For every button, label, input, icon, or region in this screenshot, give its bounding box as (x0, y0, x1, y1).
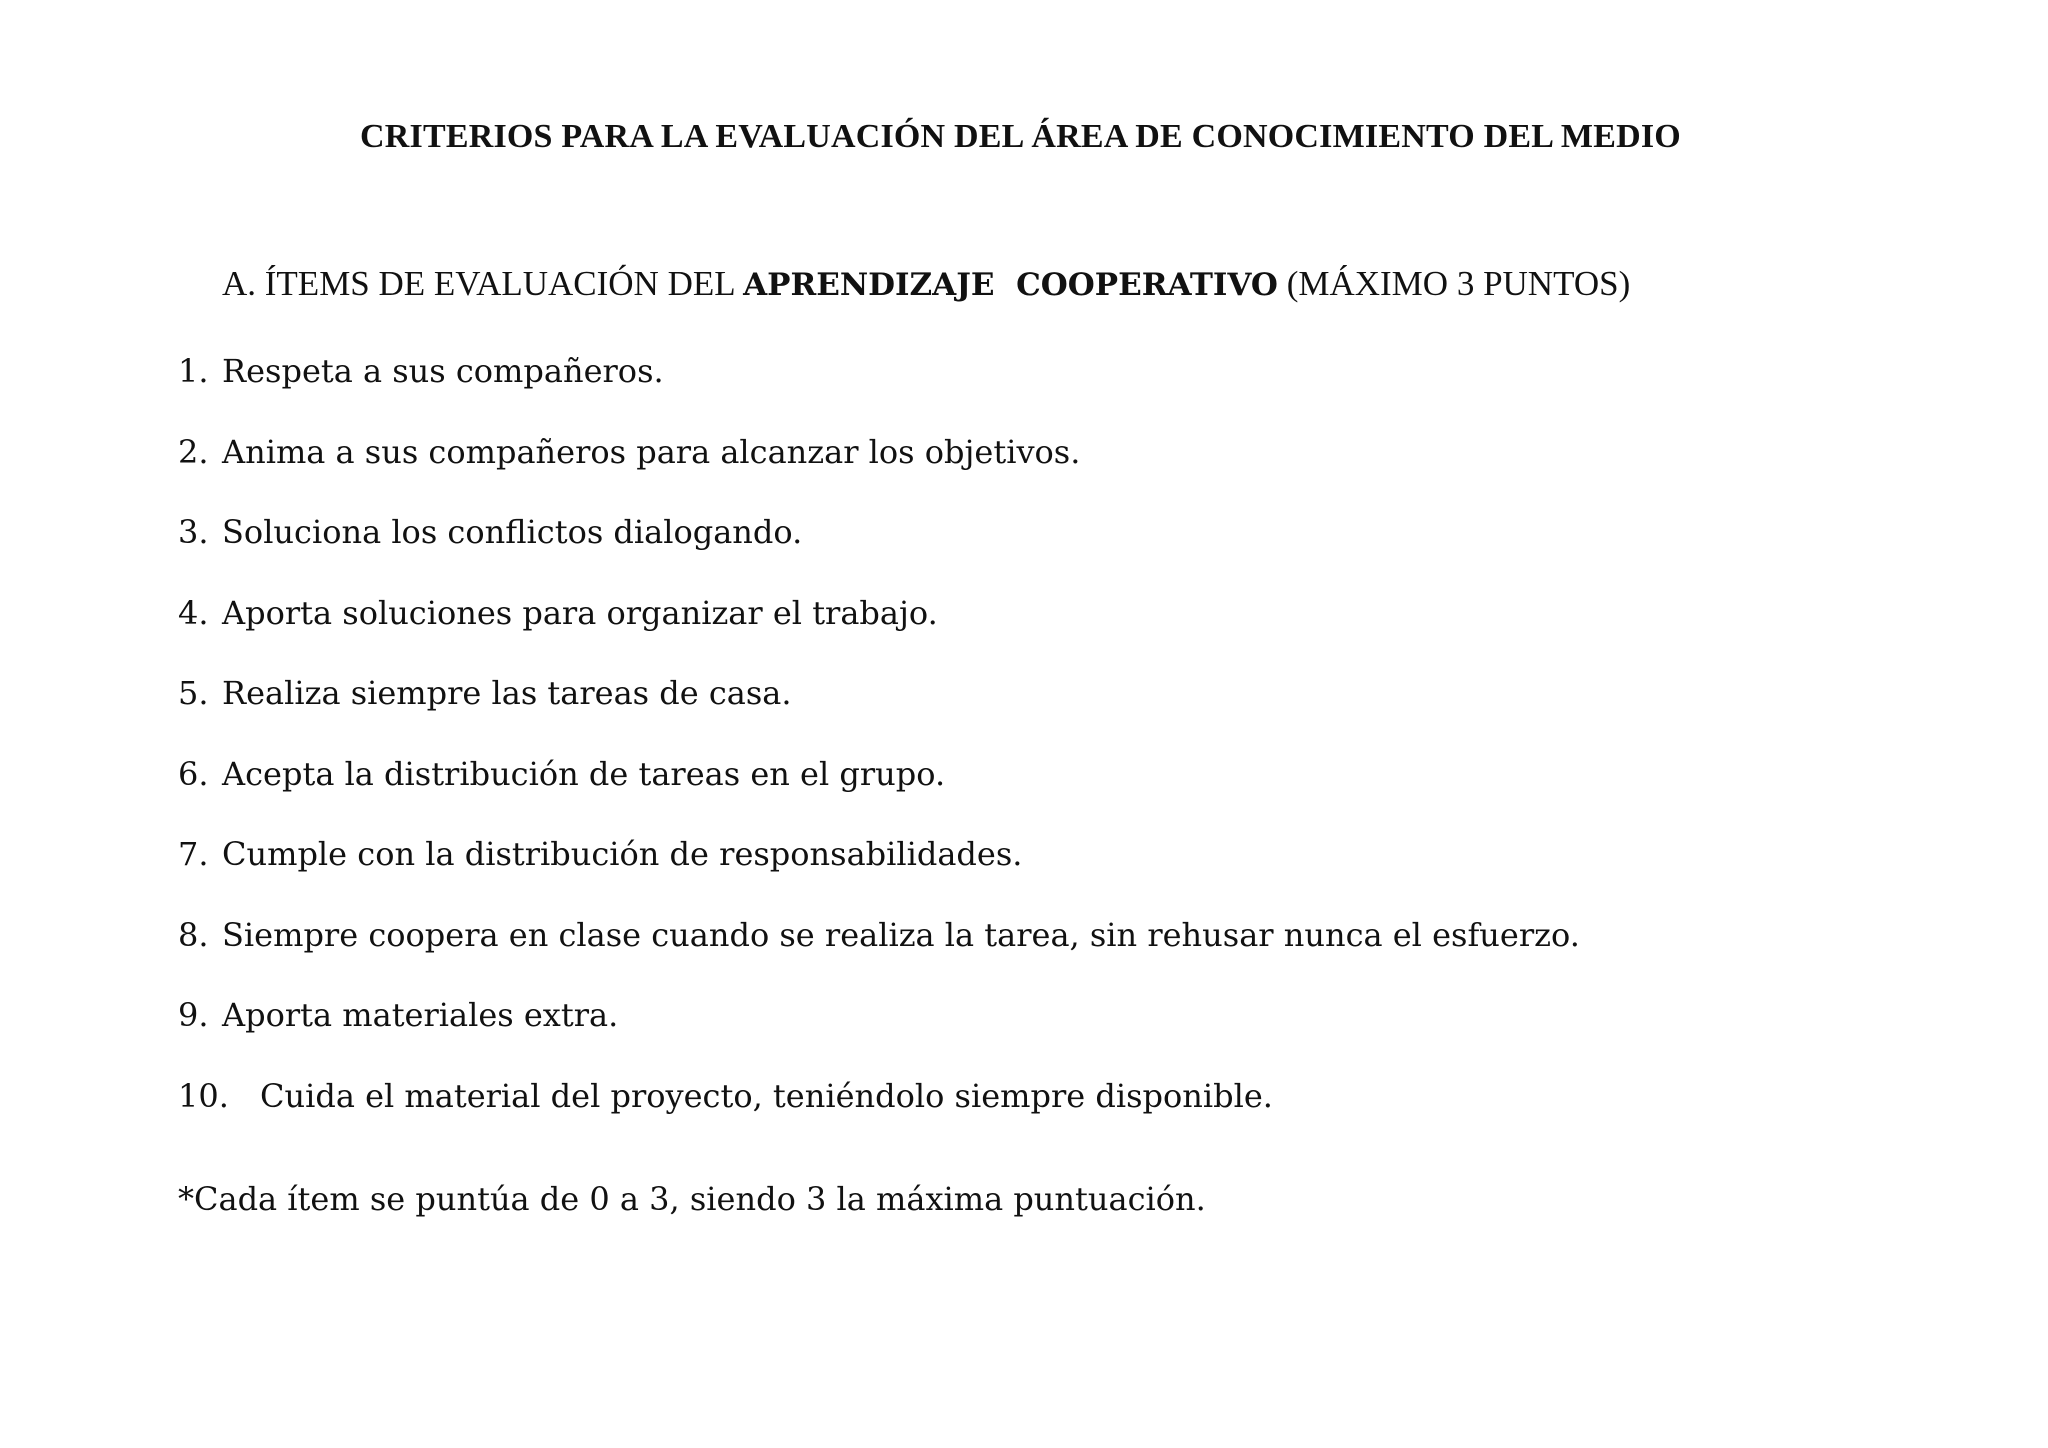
item-number: 7. (178, 835, 209, 873)
item-text: Acepta la distribución de tareas en el grupo. (222, 754, 946, 793)
list-item (178, 835, 1580, 916)
item-text: Respeta a sus compañeros. (222, 352, 664, 390)
item-number: 5. (178, 674, 209, 712)
section-heading-suffix: (MÁXIMO 3 PUNTOS) (1277, 264, 1631, 303)
item-text: Anima a sus compañeros para alcanzar los objetivos. (222, 432, 1081, 471)
item-number: 2. (178, 432, 209, 471)
list-item (178, 352, 1580, 433)
list-item (178, 996, 1580, 1077)
item-number: 6. (178, 754, 209, 793)
item-text: Aporta soluciones para organizar el trabajo. (222, 593, 938, 632)
item-number: 9. (178, 996, 209, 1034)
item-number: 3. (178, 513, 209, 551)
item-number: 8. (178, 915, 209, 954)
item-text: Soluciona los conflictos dialogando. (222, 513, 803, 551)
section-heading-emphasis: APRENDIZAJE COOPERATIVO (743, 267, 1278, 303)
item-text: Realiza siempre las tareas de casa. (222, 674, 792, 712)
item-text: Aporta materiales extra. (222, 996, 619, 1034)
list-item (178, 755, 1580, 836)
list-item (178, 916, 1580, 997)
criteria-list (178, 352, 1580, 1157)
section-heading-prefix: A. ÍTEMS DE EVALUACIÓN DEL (222, 264, 744, 303)
item-number: 10. (178, 1076, 229, 1115)
item-text: Cumple con la distribución de responsabilidades. (222, 835, 1023, 873)
section-heading (222, 264, 1630, 304)
list-item (178, 1077, 1580, 1158)
item-text: Cuida el material del proyecto, teniéndolo siempre disponible. (260, 1076, 1273, 1115)
list-item (178, 513, 1580, 594)
item-number: 4. (178, 593, 209, 632)
list-item (178, 594, 1580, 675)
list-item (178, 433, 1580, 514)
scoring-note: *Cada ítem se puntúa de 0 a 3, siendo 3 la máxima puntuación. (178, 1180, 1206, 1218)
list-item (178, 674, 1580, 755)
item-number: 1. (178, 352, 209, 390)
item-text: Siempre coopera en clase cuando se realiza la tarea, sin rehusar nunca el esfuerzo. (222, 915, 1580, 954)
document-title: CRITERIOS PARA LA EVALUACIÓN DEL ÁREA DE CONOCIMIENTO DEL MEDIO (360, 118, 1681, 155)
